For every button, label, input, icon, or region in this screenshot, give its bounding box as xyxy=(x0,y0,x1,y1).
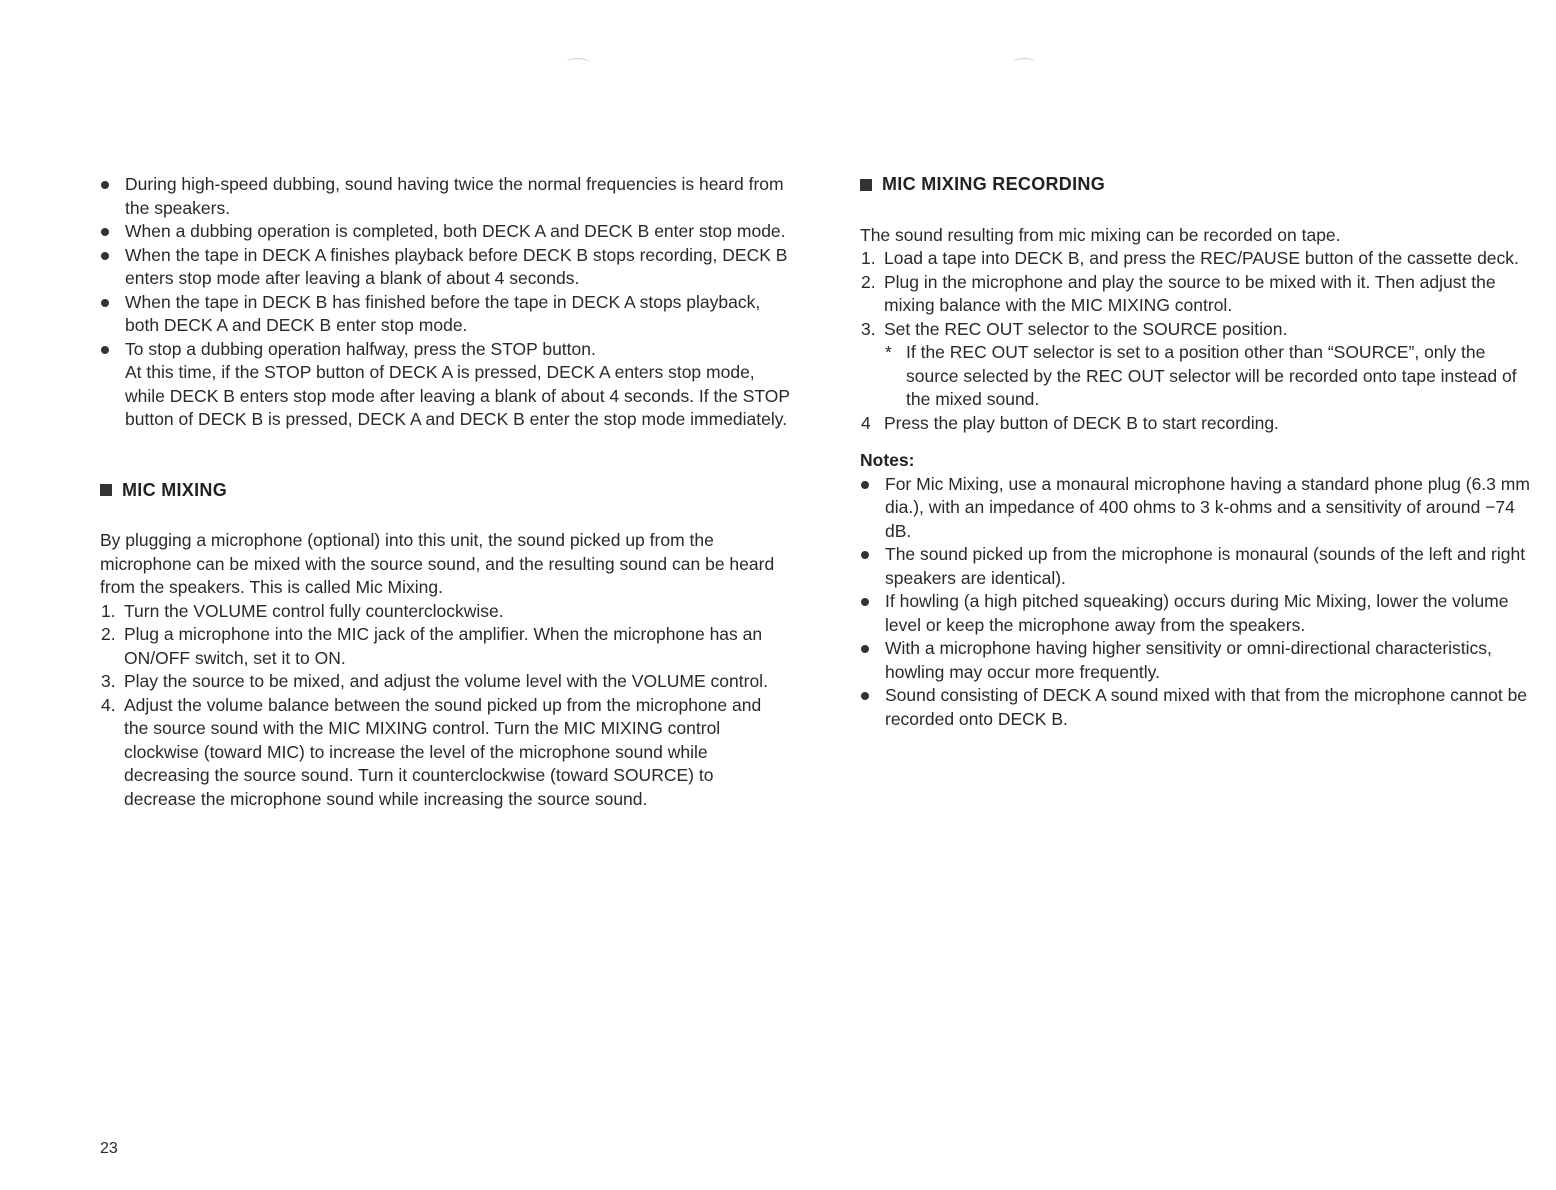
dubbing-notes-list xyxy=(100,173,790,432)
mic-mixing-steps xyxy=(100,600,790,812)
list-item: When the tape in DECK B has finished before the tape in DECK A stops playback, both DECK A and DECK B enter stop mode. xyxy=(100,291,790,338)
list-item: For Mic Mixing, use a monaural microphone having a standard phone plug (6.3 mm dia.), with an impedance of 400 ohms to 3 k-ohms and a sensitivity of around −74 dB. xyxy=(860,473,1538,544)
list-item: The sound picked up from the microphone is monaural (sounds of the left and right speakers are identical). xyxy=(860,543,1538,590)
right-column xyxy=(860,173,1538,731)
list-item: If howling (a high pitched squeaking) occurs during Mic Mixing, lower the volume level or keep the microphone away from the speakers. xyxy=(860,590,1538,637)
list-item: When a dubbing operation is completed, both DECK A and DECK B enter stop mode. xyxy=(100,220,790,244)
notes-list xyxy=(860,473,1538,732)
bullet-icon xyxy=(861,692,869,700)
list-item: During high-speed dubbing, sound having twice the normal frequencies is heard from the speakers. xyxy=(100,173,790,220)
scan-mark xyxy=(566,58,590,69)
bullet-icon xyxy=(101,228,109,236)
bullet-icon xyxy=(101,346,109,354)
list-item: With a microphone having higher sensitivity or omni-directional characteristics, howling may occur more frequently. xyxy=(860,637,1538,684)
mic-mixing-intro: By plugging a microphone (optional) into this unit, the sound picked up from the microphone can be mixed with the source sound, and the resulting sound can be heard from the speakers. This is called Mic Mixing. xyxy=(100,530,775,597)
list-item: 3. Set the REC OUT selector to the SOURCE position. xyxy=(861,318,1288,339)
bullet-icon xyxy=(101,252,109,260)
list-item: 4. Adjust the volume balance between the sound picked up from the microphone and the source sound with the MIC MIXING control. Turn the MIC MIXING control clockwise (toward MIC) to increase the level of the microphone sound while decreasing the source sound. Turn it counterclockwise (toward SOURCE) to decrease the microphone sound while increasing the source sound. xyxy=(101,694,762,809)
list-item: 4 Press the play button of DECK B to start recording. xyxy=(861,412,1279,433)
bullet-icon xyxy=(101,181,109,189)
list-item: 3. Play the source to be mixed, and adjust the volume level with the VOLUME control. xyxy=(101,671,768,691)
asterisk-mark: * xyxy=(885,342,892,362)
bullet-icon xyxy=(861,551,869,559)
page-number: 23 xyxy=(100,1140,118,1157)
bullet-icon xyxy=(861,598,869,606)
rec-out-subnote: * If the REC OUT selector is set to a position other than “SOURCE”, only the source selected by the REC OUT selector will be recorded onto tape instead of the mixed sound. xyxy=(885,342,1517,409)
notes-title: Notes: xyxy=(860,450,915,470)
list-item: 1. Turn the VOLUME control fully counterclockwise. xyxy=(101,600,504,621)
list-item: When the tape in DECK A finishes playback before DECK B stops recording, DECK B enters stop mode after leaving a blank of about 4 seconds. xyxy=(100,244,790,291)
section-heading-mic-mixing-recording: MIC MIXING RECORDING xyxy=(860,173,1538,197)
list-item: 2. Plug in the microphone and play the source to be mixed with it. Then adjust the mixing balance with the MIC MIXING control. xyxy=(861,271,1496,315)
list-item: To stop a dubbing operation halfway, press the STOP button. At this time, if the STOP button of DECK A is pressed, DECK A enters stop mode, while DECK B enters stop mode after leaving a blank of about 4 seconds. If the STOP button of DECK B is pressed, DECK A and DECK B enter the stop mode immediately. xyxy=(100,338,790,432)
bullet-icon xyxy=(861,645,869,653)
square-bullet-icon xyxy=(100,484,112,496)
bullet-continuation: At this time, if the STOP button of DECK A is pressed, DECK A enters stop mode, while DECK B enters stop mode after leaving a blank of about 4 seconds. If the STOP button of DECK B is pressed, DECK A and DECK B enter the stop mode immediately. xyxy=(125,362,790,429)
section-heading-mic-mixing: MIC MIXING xyxy=(100,479,790,503)
recording-intro: The sound resulting from mic mixing can be recorded on tape. xyxy=(860,224,1341,245)
square-bullet-icon xyxy=(860,179,872,191)
list-item: 1. Load a tape into DECK B, and press the REC/PAUSE button of the cassette deck. xyxy=(861,248,1519,268)
scan-mark xyxy=(1012,58,1036,69)
list-item: Sound consisting of DECK A sound mixed with that from the microphone cannot be recorded onto DECK B. xyxy=(860,684,1538,731)
left-column xyxy=(100,173,790,811)
bullet-icon xyxy=(101,299,109,307)
list-item: 2. Plug a microphone into the MIC jack of the amplifier. When the microphone has an ON/OFF switch, set it to ON. xyxy=(101,624,763,668)
recording-steps xyxy=(860,247,1538,341)
bullet-icon xyxy=(861,481,869,489)
